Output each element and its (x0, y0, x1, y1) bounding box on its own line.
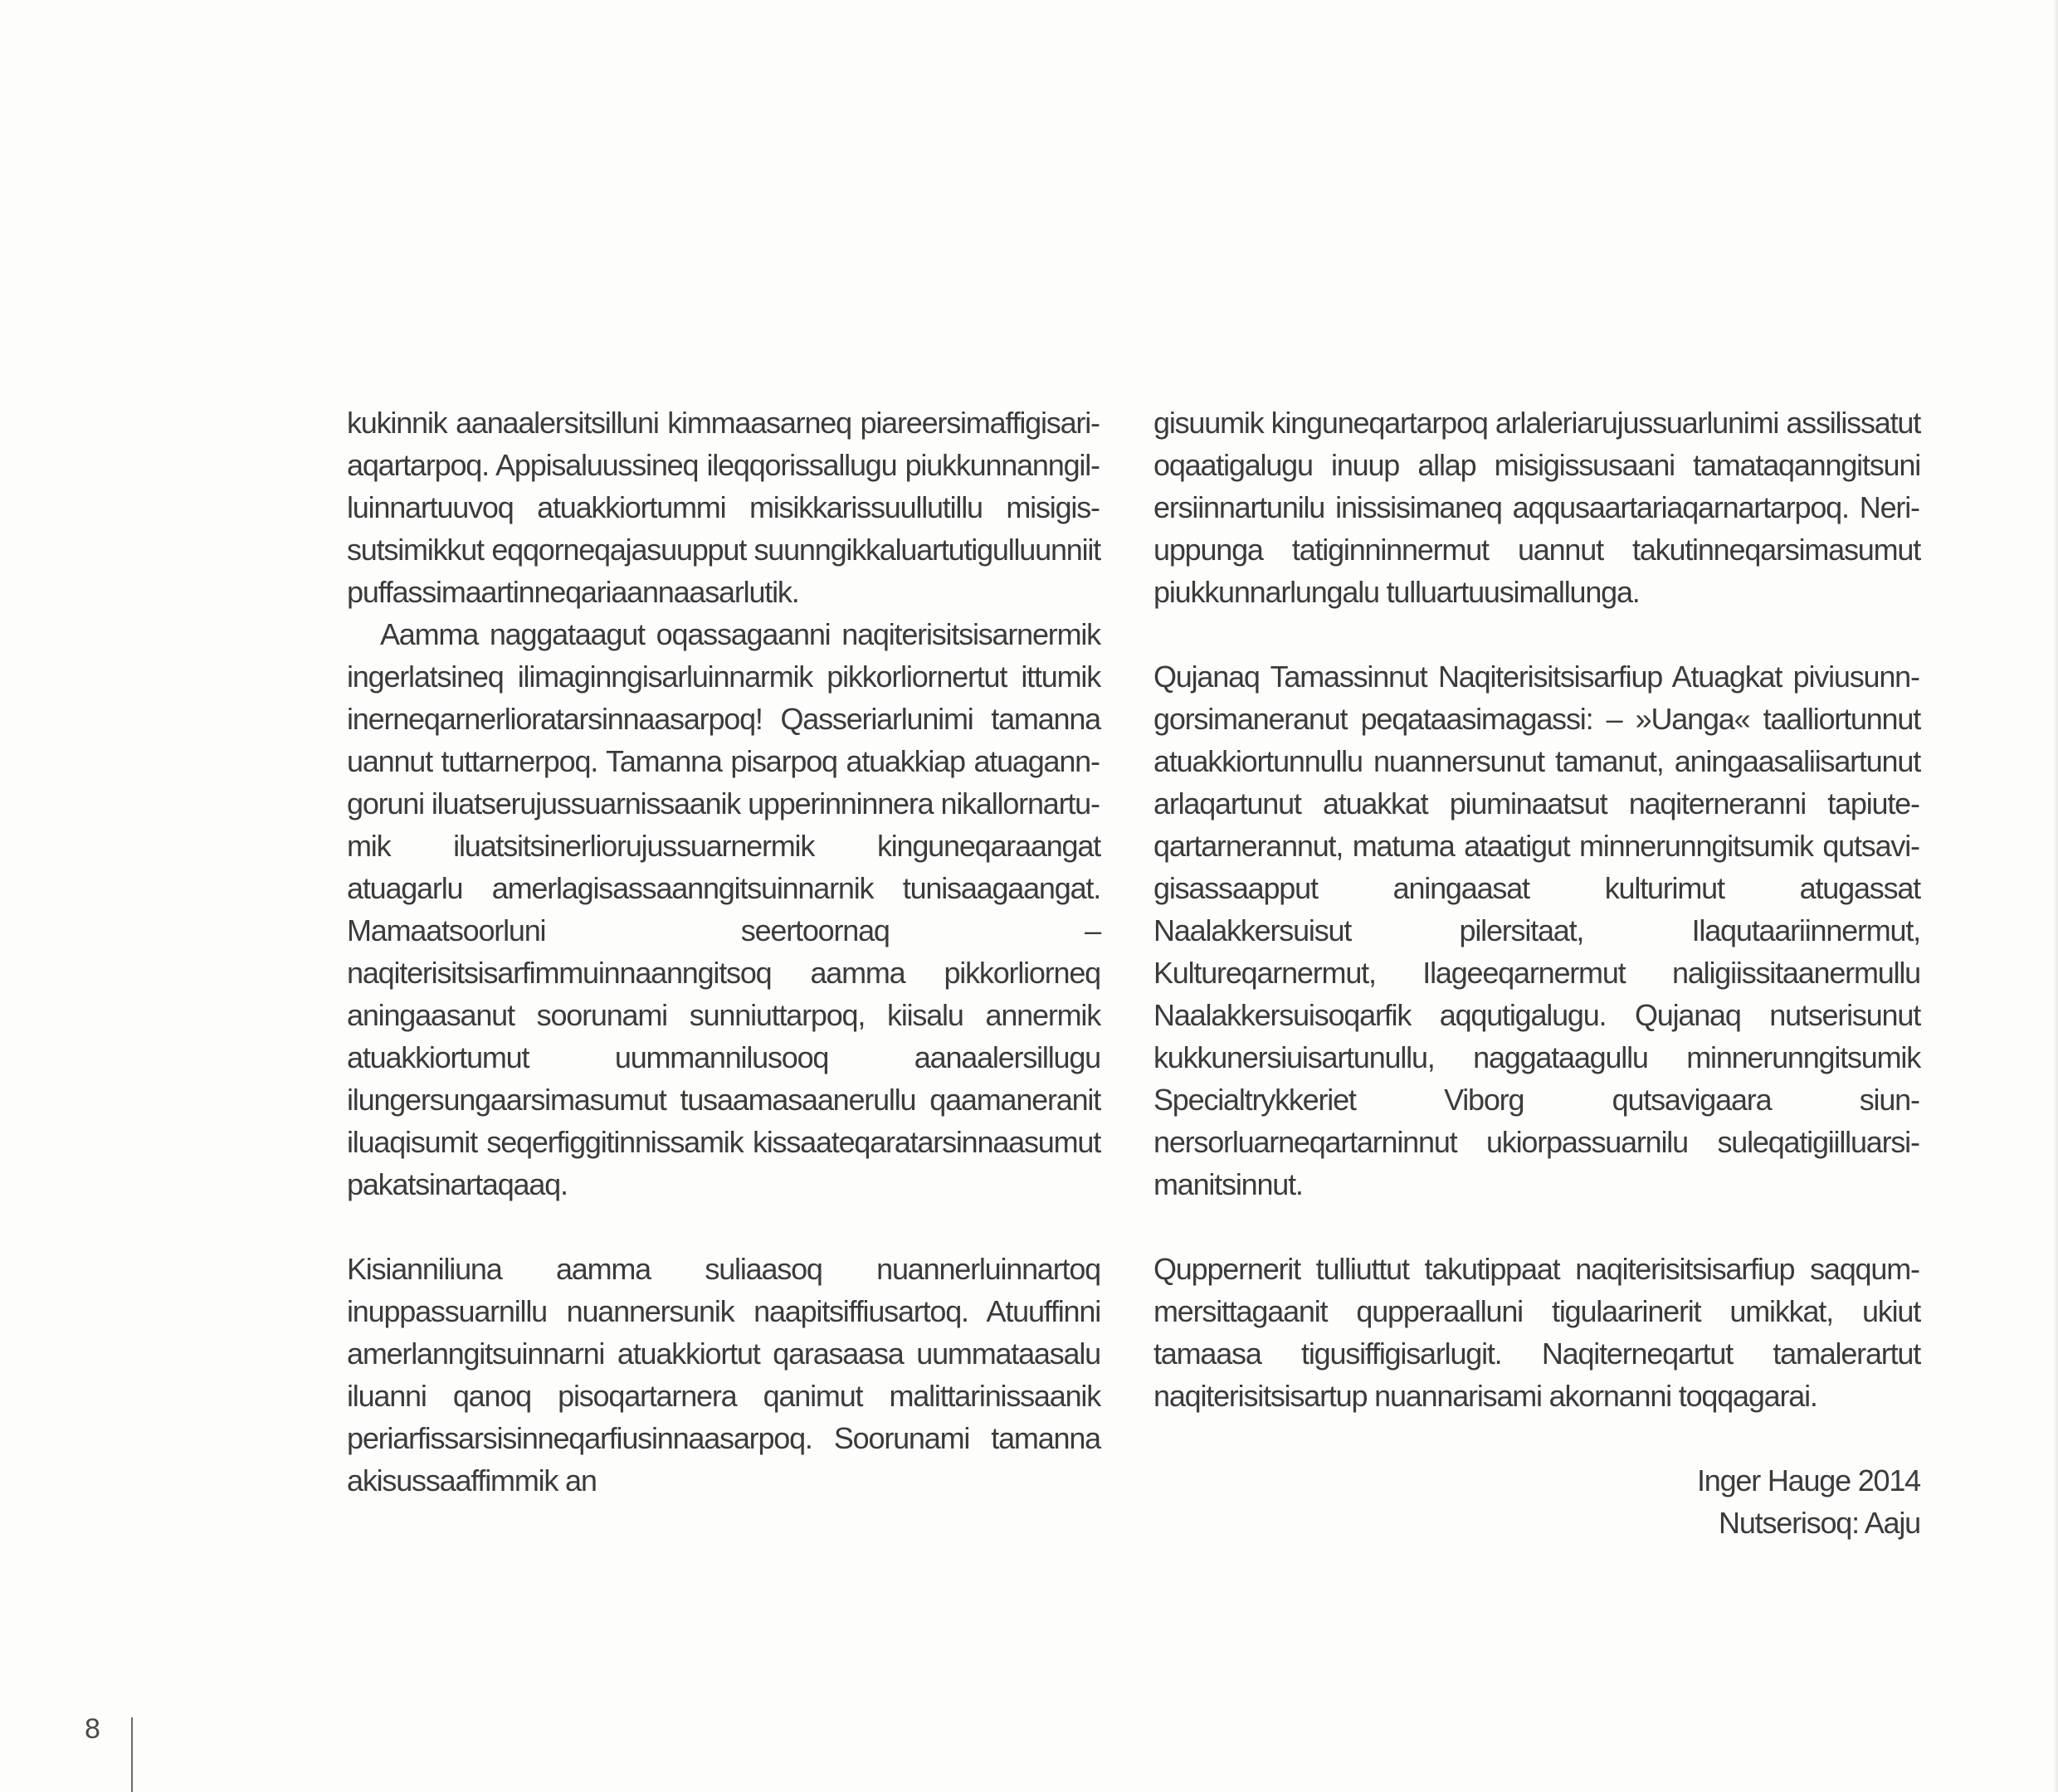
page-edge-shadow (2053, 0, 2058, 1792)
right-paragraph-2: Qujanaq Tamassinnut Naqiterisitsisarfiup Atuagkat piviusunngorsimaneranut peqataasimagassi: – »Uanga« taalliortunnut atuakkiortunnullu nuannersunut tamanut, aningaasaliisartunut arlaqartunut atuakkat piuminaatsut naqiterneranni tapiuteqartarnerannut, matuma ataatigut minnerunngitsumik qutsavigisassaapput aningaasat kulturimut atugassat Naalakkersuisut pilersitaat, Ilaqutaariinnermut, Kultureqarnermut, Ilageeqarnermut naligiissitaanermullu Naalakkersuisoqarfik aqqutigalugu. Qujanaq nutserisunut kukkunersiuisartunullu, naggataagullu minnerunngitsumik Specialtrykkeriet Viborg qutsavigaara siunnersorluarneqartarninnut ukiorpassuarnilu suleqatigiilluarsimanitsinnut. (1153, 660, 1920, 1201)
signature-block (1153, 1459, 1920, 1544)
left-paragraph-2: Aamma naggataagut oqassagaanni naqiterisitsisarnermik ingerlatsineq ilimaginngisarluinnarmik pikkorliornertut ittumik inerneqarnerlioratarsinnaasarpoq! Qasseriarlunimi tamanna uannut tuttarnerpoq. Tamanna pisarpoq atuakkiap atuaganngoruni iluatserujussuarnissaanik upperinninnera nikallornartumik iluatsitsinerliorujussuarnermik kinguneqaraangat atuagarlu amerlagisassaanngitsuinnarnik tunisaagaangat. Mamaatsoorluni seertoornaq – naqiterisitsisarfimmuinnaanngitsoq aamma pikkorliorneq aningaasanut soorunami sunniuttarpoq, kiisalu annermik atuakkiortumut uummannilusooq aanaalersillugu ilungersungaarsimasumut tusaamasaanerullu qaamaneranit iluaqisumit seqerfiggitinnissamik kissaateqaratarsinnaasumut pakatsinartaqaaq. (347, 617, 1100, 1201)
right-paragraph-1: gisuumik kinguneqartarpoq arlaleriarujussuarlunimi assilissatut oqaatigalugu inuup allap misigissusaani tamataqanngitsuni ersiinnartunilu inissisimaneq aqqusaartariaqarnartarpoq. Neriuppunga tatiginninnermut uannut takutinneqarsimasumut piukkunnarlungalu tulluartuusimallunga. (1153, 406, 1920, 609)
page-number-rule (131, 1717, 133, 1792)
left-paragraph-1: kukinnik aanaalersitsilluni kimmaasarneq piareersimaffigisariaqartarpoq. Appisaluussineq ileqqorissallugu piukkunnanngilluinnartuuvoq atuakkiortummi misikkarissuullutillu misigissutsimikkut eqqorneqajasuupput suunngikkaluartutigulluunniit puffassimaartinneqariaannaasarlutik. (347, 406, 1100, 609)
page-number: 8 (85, 1713, 100, 1745)
right-paragraph-3: Quppernerit tulliuttut takutippaat naqiterisitsisarfiup saqqummersittagaanit qupperaalluni tigulaarinerit umikkat, ukiut tamaasa tigusiffigisarlugit. Naqiterneqartut tamalerartut naqiterisitsisartup nuannarisami akornanni toqqagarai. (1153, 1252, 1920, 1413)
left-text-column (347, 402, 1100, 1502)
signature-author: Inger Hauge 2014 (1696, 1463, 1920, 1497)
left-paragraph-3: Kisianniliuna aamma suliaasoq nuannerluinnartoq inuppassuarnillu nuannersunik naapitsiffiusartoq. Atuuffinni amerlanngitsuinnarni atuakkiortut qarasaasa uummataasalu iluanni qanoq pisoqartarnera qanimut malittarinissaanik periarfissarsisinneqarfiusinnaasarpoq. Soorunami tamanna akisussaaffimmik an (347, 1252, 1100, 1497)
signature-translator: Nutserisoq: Aaju (1719, 1506, 1920, 1540)
right-text-column (1153, 402, 1920, 1544)
